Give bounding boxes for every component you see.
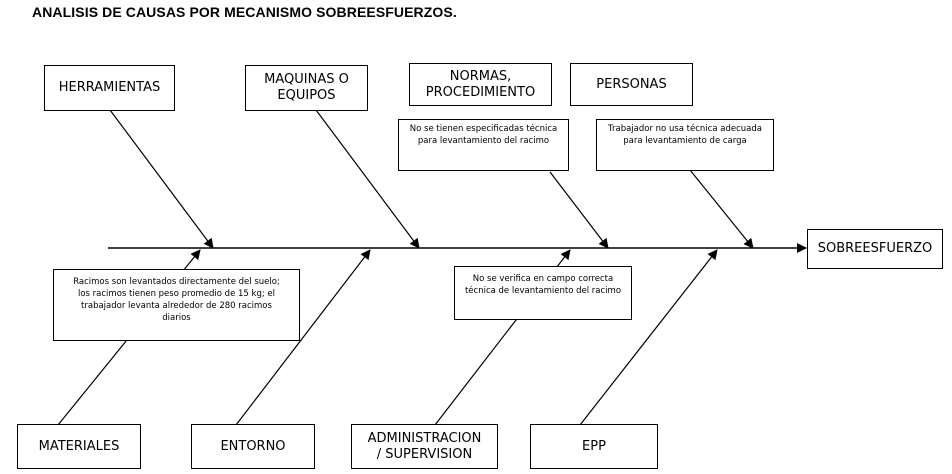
category-normas-line1: NORMAS, — [449, 68, 512, 84]
cause-materiales — [53, 269, 300, 341]
cause-materiales-line2: los racimos tienen peso promedio de 15 kg; el — [77, 289, 276, 299]
cause-administracion-line1: No se verifica en campo correcta — [472, 274, 614, 284]
category-herramientas — [44, 65, 175, 111]
category-entorno-label: ENTORNO — [220, 438, 286, 454]
branch-herramientas — [110, 110, 213, 248]
cause-normas-line1: No se tienen especificadas técnica — [409, 124, 558, 134]
effect-label: SOBREESFUERZO — [817, 241, 933, 256]
category-materiales-label: MATERIALES — [38, 438, 120, 454]
category-epp — [530, 424, 658, 469]
cause-normas — [398, 119, 569, 171]
category-administracion-line1: ADMINISTRACION — [367, 430, 482, 446]
cause-personas — [596, 119, 774, 171]
category-maquinas-line2: EQUIPOS — [277, 88, 336, 103]
category-materiales — [17, 424, 141, 469]
category-maquinas-equipos — [245, 65, 368, 111]
diagram-title: ANALISIS DE CAUSAS POR MECANISMO SOBREESFUERZOS. — [32, 4, 457, 20]
cause-personas-line1: Trabajador no usa técnica adecuada — [608, 124, 762, 134]
category-normas-procedimiento — [409, 63, 552, 106]
category-normas-line2: PROCEDIMIENTO — [425, 84, 536, 100]
branch-normas — [550, 172, 608, 248]
category-maquinas-line1: MAQUINAS O — [264, 72, 349, 87]
category-administracion-line2: / SUPERVISION — [376, 446, 473, 462]
category-administracion-supervision — [351, 424, 498, 469]
cause-personas-line2: para levantamiento de carga — [623, 136, 747, 146]
cause-materiales-line1: Racimos son levantados directamente del suelo; — [73, 277, 280, 287]
category-personas — [570, 63, 693, 106]
cause-materiales-line4: diarios — [162, 313, 191, 323]
category-entorno — [191, 424, 315, 469]
cause-materiales-line3: trabajador levanta alrededor de 280 racimos — [81, 301, 272, 311]
category-herramientas-label: HERRAMIENTAS — [58, 80, 161, 95]
cause-normas-line2: para levantamiento del racimo — [417, 136, 550, 146]
branch-personas — [690, 170, 753, 248]
cause-administracion-line2: técnica de levantamiento del racimo — [464, 286, 622, 296]
category-epp-label: EPP — [582, 438, 606, 454]
category-personas-label: PERSONAS — [596, 76, 667, 92]
cause-administracion — [454, 266, 632, 320]
effect-sobreesfuerzo — [807, 229, 943, 269]
